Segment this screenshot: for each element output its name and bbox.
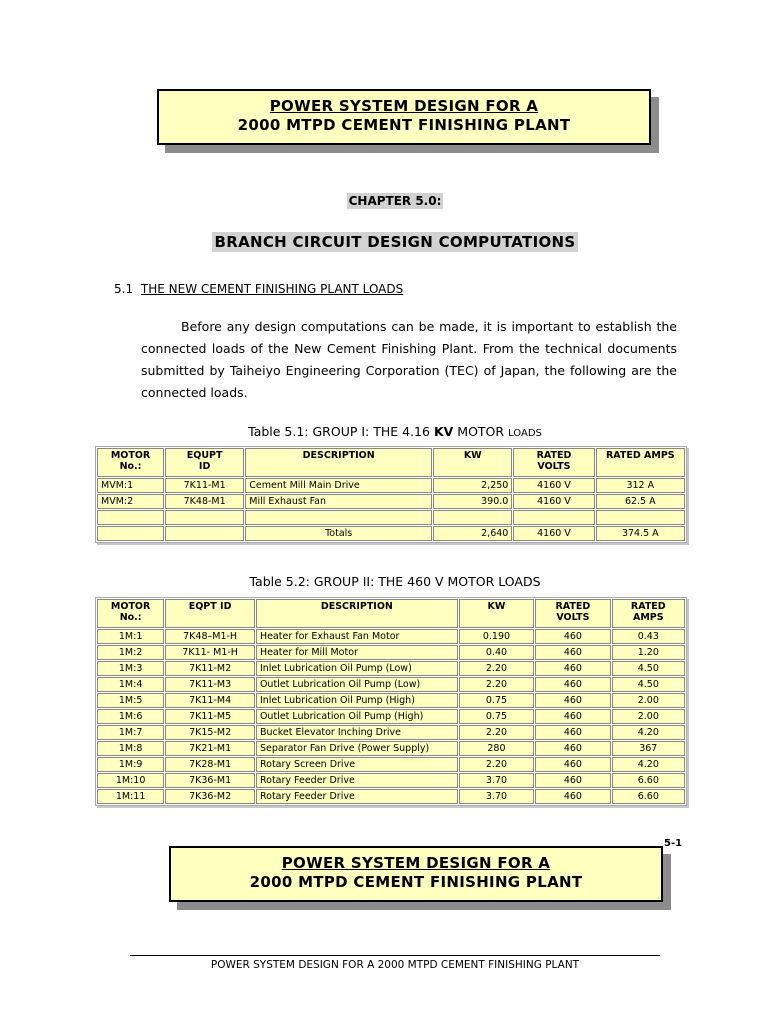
cell-motor-no: 1M:2 [97,645,164,660]
cell-kw: 3.70 [459,773,534,788]
section-number: 5.1 [114,282,134,296]
chapter-label [0,190,768,209]
cell-description: Rotary Feeder Drive [256,773,458,788]
table1-header-kw: KW [433,448,512,477]
cell-kw: 2.20 [459,725,534,740]
cell-rated-amps: 62.5 A [596,494,685,509]
cell-eqpt-id: 7K36-M1 [165,773,255,788]
cell-rated-volts: 460 [535,629,610,644]
cell-eqpt-id: 7K11-M2 [165,661,255,676]
cell-kw: 390.0 [433,494,512,509]
cell-motor-no: MVM:1 [97,478,164,493]
cell-rated-volts: 460 [535,757,610,772]
table-row-empty [97,510,685,525]
cell-motor-no: 1M:1 [97,629,164,644]
cell-description: Inlet Lubrication Oil Pump (Low) [256,661,458,676]
cell-equpt-id: 7K48-M1 [165,494,244,509]
cell-rated-volts: 4160 V [513,478,594,493]
table-row [97,725,685,740]
title-banner-top [157,89,651,145]
table1-header-motor: MOTOR No.: [97,448,164,477]
table-row [97,757,685,772]
cell-rated-volts: 460 [535,773,610,788]
table1-header-rated-amps: RATED AMPS [596,448,685,477]
table2-header-row [97,599,685,628]
cell-kw: 280 [459,741,534,756]
footer-text: POWER SYSTEM DESIGN FOR A 2000 MTPD CEMENT FINISHING PLANT [210,959,580,971]
cell-kw: 0.75 [459,693,534,708]
table2-body [97,629,685,804]
cell-rated-volts: 460 [535,693,610,708]
cell-motor-no: 1M:7 [97,725,164,740]
cell-motor-no: 1M:10 [97,773,164,788]
cell-empty [433,510,512,525]
table-group1-4160v [95,446,687,543]
table2-header-rated-volts: RATED VOLTS [535,599,610,628]
cell-rated-volts: 460 [535,725,610,740]
table2-header-eqpt-id: EQPT ID [165,599,255,628]
table-row [97,709,685,724]
table-row [97,693,685,708]
cell-rated-volts: 460 [535,645,610,660]
cell-empty [513,510,594,525]
title-banner-bottom [169,846,663,902]
paragraph-text: Before any design computations can be made, it is important to establish the connected loads of the New Cement Finishing Plant. From the technical documents submitted by Taiheiyo Engineering Corporation (TEC) of Japan, the following are the connected loads. [141,319,677,400]
cell-description: Mill Exhaust Fan [245,494,432,509]
cell-kw: 0.75 [459,709,534,724]
cell-rated-amps: 367 [612,741,685,756]
cell-eqpt-id: 7K28-M1 [165,757,255,772]
table1-caption-loads: LOADS [508,428,542,439]
table1-caption-main: Table 5.1: GROUP I: THE 4.16 [248,424,434,439]
table1-caption-motor: MOTOR [453,424,509,439]
cell-rated-volts: 4160 V [513,494,594,509]
table-row [97,629,685,644]
cell-kw: 2.20 [459,677,534,692]
cell-kw: 2.20 [459,757,534,772]
cell-kw: 0.190 [459,629,534,644]
banner-title-line2: 2000 MTPD CEMENT FINISHING PLANT [237,116,571,134]
cell-empty [596,510,685,525]
cell-empty [97,510,164,525]
table-row [97,494,685,509]
table-row [97,478,685,493]
cell-rated-amps: 6.60 [612,773,685,788]
chapter-text: CHAPTER 5.0: [348,194,442,208]
table1-header-equpt-id: EQUPT ID [165,448,244,477]
table2-caption: Table 5.2: GROUP II: THE 460 V MOTOR LOADS [249,574,541,589]
cell-empty [97,526,164,541]
cell-rated-amps: 4.20 [612,725,685,740]
cell-rated-amps: 2.00 [612,709,685,724]
cell-motor-no: 1M:5 [97,693,164,708]
cell-rated-amps: 0.43 [612,629,685,644]
table1-header-rated-volts: RATED VOLTS [513,448,594,477]
table2-header-rated-amps: RATED AMPS [612,599,685,628]
cell-rated-volts: 460 [535,741,610,756]
cell-motor-no: 1M:11 [97,789,164,804]
cell-empty [165,526,244,541]
cell-description: Rotary Screen Drive [256,757,458,772]
page-number: 5-1 [664,838,683,849]
table-row [97,677,685,692]
chapter-heading-text: BRANCH CIRCUIT DESIGN COMPUTATIONS [212,232,579,252]
cell-totals-label: Totals [245,526,432,541]
cell-eqpt-id: 7K48–M1-H [165,629,255,644]
cell-kw: 2.20 [459,661,534,676]
banner-title-line1: POWER SYSTEM DESIGN FOR A [269,97,539,115]
cell-description: Heater for Exhaust Fan Motor [256,629,458,644]
cell-rated-amps: 4.50 [612,661,685,676]
cell-empty [245,510,432,525]
cell-rated-amps: 4.20 [612,757,685,772]
chapter-heading [0,232,768,251]
cell-rated-volts: 460 [535,661,610,676]
cell-total-kw: 2,640 [433,526,512,541]
cell-motor-no: 1M:8 [97,741,164,756]
cell-total-amps: 374.5 A [596,526,685,541]
table-row [97,773,685,788]
table1-header-description: DESCRIPTION [245,448,432,477]
cell-description: Bucket Elevator Inching Drive [256,725,458,740]
cell-motor-no: 1M:6 [97,709,164,724]
cell-equpt-id: 7K11-M1 [165,478,244,493]
cell-eqpt-id: 7K11-M5 [165,709,255,724]
cell-description: Outlet Lubrication Oil Pump (High) [256,709,458,724]
cell-motor-no: 1M:4 [97,677,164,692]
cell-eqpt-id: 7K21-M1 [165,741,255,756]
body-paragraph [141,316,677,404]
table2-header-description: DESCRIPTION [256,599,458,628]
cell-eqpt-id: 7K11-M4 [165,693,255,708]
cell-rated-volts: 460 [535,789,610,804]
cell-kw: 0.40 [459,645,534,660]
cell-kw: 2,250 [433,478,512,493]
footer-divider [130,955,660,956]
table2-header-kw: KW [459,599,534,628]
banner-title-line2: 2000 MTPD CEMENT FINISHING PLANT [249,873,583,891]
table-row [97,661,685,676]
table-row [97,789,685,804]
table1-caption-kv: KV [433,424,454,439]
cell-motor-no: 1M:3 [97,661,164,676]
cell-eqpt-id: 7K15-M2 [165,725,255,740]
table1-caption [0,424,768,439]
cell-description: Heater for Mill Motor [256,645,458,660]
cell-description: Inlet Lubrication Oil Pump (High) [256,693,458,708]
table2-header-motor: MOTOR No.: [97,599,164,628]
cell-eqpt-id: 7K11- M1-H [165,645,255,660]
table-row [97,741,685,756]
table-row [97,645,685,660]
cell-description: Cement Mill Main Drive [245,478,432,493]
cell-kw: 3.70 [459,789,534,804]
table-group2-460v [95,597,687,806]
cell-eqpt-id: 7K11-M3 [165,677,255,692]
cell-eqpt-id: 7K36-M2 [165,789,255,804]
cell-description: Rotary Feeder Drive [256,789,458,804]
cell-total-volts: 4160 V [513,526,594,541]
cell-rated-volts: 460 [535,709,610,724]
table1-totals-row [97,526,685,541]
section-heading [114,282,403,296]
cell-rated-amps: 312 A [596,478,685,493]
cell-rated-amps: 6.60 [612,789,685,804]
table1-header-row [97,448,685,477]
cell-description: Separator Fan Drive (Power Supply) [256,741,458,756]
section-title: THE NEW CEMENT FINISHING PLANT LOADS [140,282,404,296]
cell-description: Outlet Lubrication Oil Pump (Low) [256,677,458,692]
cell-empty [165,510,244,525]
cell-motor-no: MVM:2 [97,494,164,509]
cell-rated-volts: 460 [535,677,610,692]
cell-rated-amps: 1.20 [612,645,685,660]
cell-motor-no: 1M:9 [97,757,164,772]
cell-rated-amps: 4.50 [612,677,685,692]
banner-title-line1: POWER SYSTEM DESIGN FOR A [281,854,551,872]
cell-rated-amps: 2.00 [612,693,685,708]
